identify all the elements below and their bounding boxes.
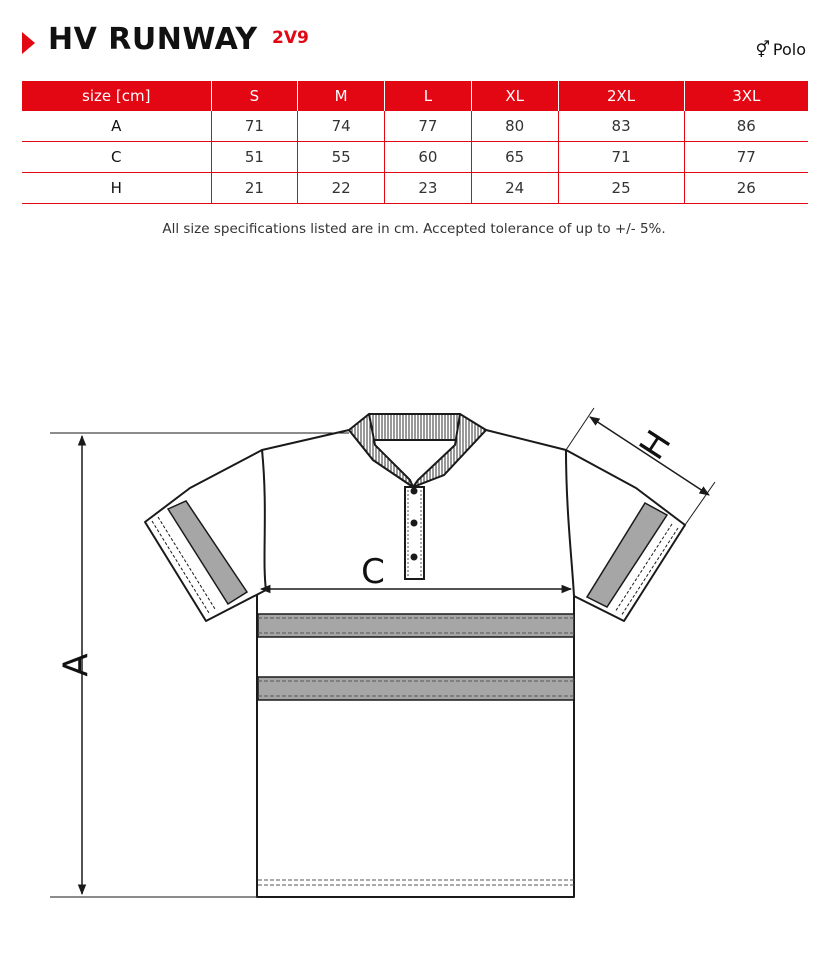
table-cell: 24 [471,173,558,204]
size-header-m: M [298,81,385,111]
row-label-h: H [22,173,211,204]
product-code: 2V9 [272,28,309,48]
table-cell: 65 [471,142,558,173]
size-header-l: L [385,81,472,111]
table-cell: 74 [298,111,385,142]
table-cell: 25 [558,173,684,204]
size-header-2xl: 2XL [558,81,684,111]
button-icon [411,520,418,527]
table-cell: 77 [684,142,808,173]
table-cell: 60 [385,142,472,173]
table-cell: 83 [558,111,684,142]
size-header-3xl: 3XL [684,81,808,111]
placket [405,487,424,579]
table-cell: 86 [684,111,808,142]
table-cell: 51 [211,142,298,173]
table-cell: 77 [385,111,472,142]
size-header-xl: XL [471,81,558,111]
table-cell: 23 [385,173,472,204]
table-cell: 71 [211,111,298,142]
button-icon [411,488,418,495]
label-c: C [361,552,385,592]
row-label-a: A [22,111,211,142]
table-cell: 55 [298,142,385,173]
label-h: H [632,423,680,467]
unisex-icon: ⚥ [755,40,770,59]
table-cell: 71 [558,142,684,173]
button-icon [411,554,418,561]
table-cell: 22 [298,173,385,204]
size-header-label: size [cm] [22,81,211,111]
size-header-s: S [211,81,298,111]
table-cell: 21 [211,173,298,204]
table-cell: 80 [471,111,558,142]
category-label: Polo [772,40,806,59]
row-label-c: C [22,142,211,173]
tolerance-note: All size specifications listed are in cm. Accepted tolerance of up to +/- 5%. [162,221,666,237]
table-cell: 26 [684,173,808,204]
label-a: A [56,653,97,677]
product-title: HV RUNWAY [48,22,258,57]
